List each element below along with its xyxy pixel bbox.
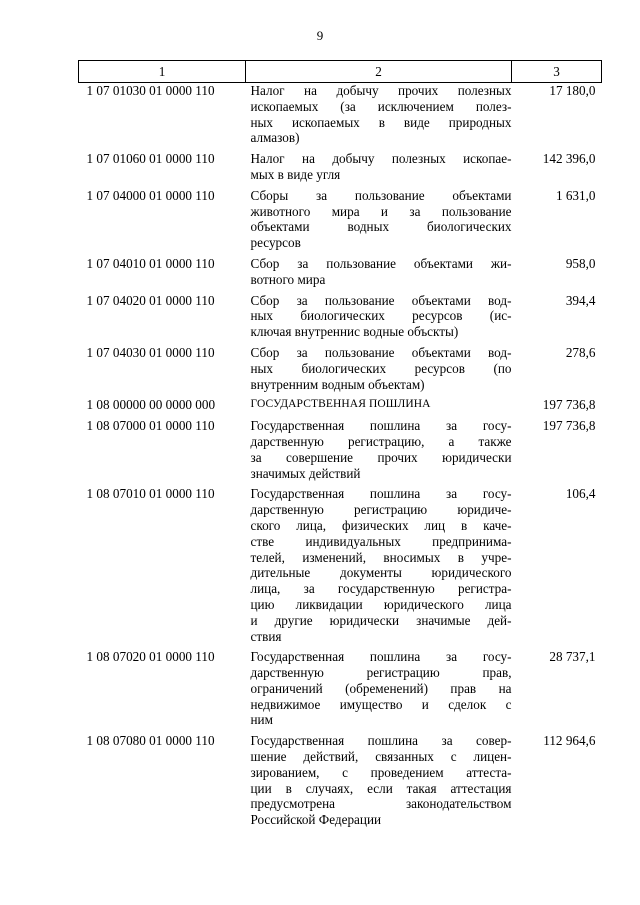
revenue-name-line: Государственная пошлина за госу- [250,418,512,434]
table-row [79,345,602,397]
revenue-name-line: зированием, с проведением аттеста- [250,764,512,780]
revenue-name [246,397,512,418]
table-row [79,83,602,152]
revenue-name [246,418,512,486]
revenue-name-line: Сбор за пользование объектами вод- [250,344,512,360]
amount-value: 142 396,0 [542,151,596,167]
revenue-name-line: предусмотрена законодательством [250,796,512,812]
classification-code: 1 07 01060 01 0000 110 [86,151,215,167]
revenue-name-line: ствия [250,628,282,644]
table-row [79,649,602,733]
revenue-name [246,293,512,345]
revenue-name-line: лица, за государственную регистра- [250,581,512,597]
revenue-name-line: животного мира и за пользование [250,203,512,219]
revenue-name-line: ского лица, физических лиц в каче- [250,517,512,533]
revenue-name-line: ископаемых (за исключением полез- [250,98,512,114]
budget-table [78,60,602,833]
amount-value: 28 737,1 [549,649,596,665]
revenue-name-line: Российской Федерации [250,812,382,828]
revenue-name [246,151,512,188]
amount-value: 197 736,8 [542,397,596,413]
table-row [79,256,602,293]
classification-code: 1 08 07080 01 0000 110 [86,733,215,749]
column-header-2: 2 [246,61,512,83]
revenue-name-line: ГОСУДАРСТВЕННАЯ ПОШЛИНА [250,398,431,411]
classification-code: 1 07 04010 01 0000 110 [86,255,215,271]
column-header-1: 1 [79,61,246,83]
revenue-name-line: ных биологических ресурсов (ис- [250,308,512,324]
revenue-name-line: Налог на добычу полезных ископае- [250,151,512,167]
revenue-name-line: стве индивидуальных предпринима- [250,533,512,549]
page-number: 9 [316,28,324,43]
revenue-name-line: дарственную регистрацию, а также [250,433,512,449]
classification-code: 1 07 01030 01 0000 110 [86,83,215,98]
revenue-name-line: недвижимое имущество и сделок с [250,696,512,712]
classification-code: 1 08 07000 01 0000 110 [86,418,215,434]
classification-code: 1 07 04000 01 0000 110 [86,187,215,203]
revenue-name [246,83,512,152]
revenue-name [246,345,512,397]
classification-code: 1 07 04020 01 0000 110 [86,292,215,308]
amount-value: 112 964,6 [543,733,596,749]
revenue-name-line: Налог на добычу прочих полезных [250,83,512,98]
revenue-name [246,486,512,649]
table-row [79,397,602,418]
revenue-name-line: цию ликвидации юридического лица [250,596,512,612]
revenue-name-line: Сборы за пользование объектами [250,187,512,203]
revenue-name-line: ресурсов [250,235,301,251]
revenue-name-line: значимых действий [250,465,361,481]
revenue-name-line: ним [250,712,273,728]
table-row [79,486,602,649]
classification-code: 1 08 07020 01 0000 110 [86,649,215,665]
revenue-name-line: Сбор за пользование объектами вод- [250,292,512,308]
amount-value: 394,4 [565,292,596,308]
amount-value: 958,0 [565,255,596,271]
table-row [79,418,602,486]
revenue-name-line: дарственную регистрацию прав, [250,665,512,681]
amount-value: 17 180,0 [549,83,596,98]
table-row [79,733,602,833]
revenue-name-line: Государственная пошлина за госу- [250,486,512,502]
amount-value: 106,4 [565,486,596,502]
revenue-name [246,733,512,833]
classification-code: 1 08 00000 00 0000 000 [86,397,216,413]
revenue-name [246,256,512,293]
table-row [79,188,602,256]
revenue-name-line: Государственная пошлина за совер- [250,733,512,749]
revenue-name-line: ции в случаях, если такая аттестация [250,780,512,796]
revenue-name-line: ограничений (обременений) прав на [250,680,512,696]
revenue-name-line: ключая внутреннис водные объскты) [250,324,459,340]
revenue-name [246,649,512,733]
revenue-name-line: мых в виде угля [250,166,341,182]
revenue-name-line: объектами водных биологических [250,219,512,235]
classification-code: 1 07 04030 01 0000 110 [86,344,215,360]
table-row [79,293,602,345]
revenue-name-line: шение действий, связанных с лицен- [250,749,512,765]
revenue-name [246,188,512,256]
amount-value: 197 736,8 [542,418,596,434]
table-header-row [79,61,602,83]
revenue-name-line: за совершение прочих юридически [250,449,512,465]
revenue-name-line: ных биологических ресурсов (по [250,360,512,376]
table-row [79,151,602,188]
amount-value: 278,6 [565,344,596,360]
amount-value: 1 631,0 [555,187,596,203]
revenue-name-line: дарственную регистрацию юридиче- [250,502,512,518]
revenue-name-line: и другие юридически значимые дей- [250,612,512,628]
column-header-3: 3 [512,61,602,83]
revenue-name-line: Государственная пошлина за госу- [250,649,512,665]
table-body [79,83,602,834]
revenue-name-line: алмазов) [250,130,300,146]
revenue-name-line: вотного мира [250,271,326,287]
revenue-name-line: телей, изменений, вносимых в учре- [250,549,512,565]
revenue-name-line: Сбор за пользование объектами жи- [250,255,512,271]
revenue-name-line: ных ископаемых в виде природных [250,114,512,130]
revenue-name-line: дительные документы юридического [250,565,512,581]
revenue-name-line: внутренним водным объектам) [250,376,425,392]
classification-code: 1 08 07010 01 0000 110 [86,486,215,502]
